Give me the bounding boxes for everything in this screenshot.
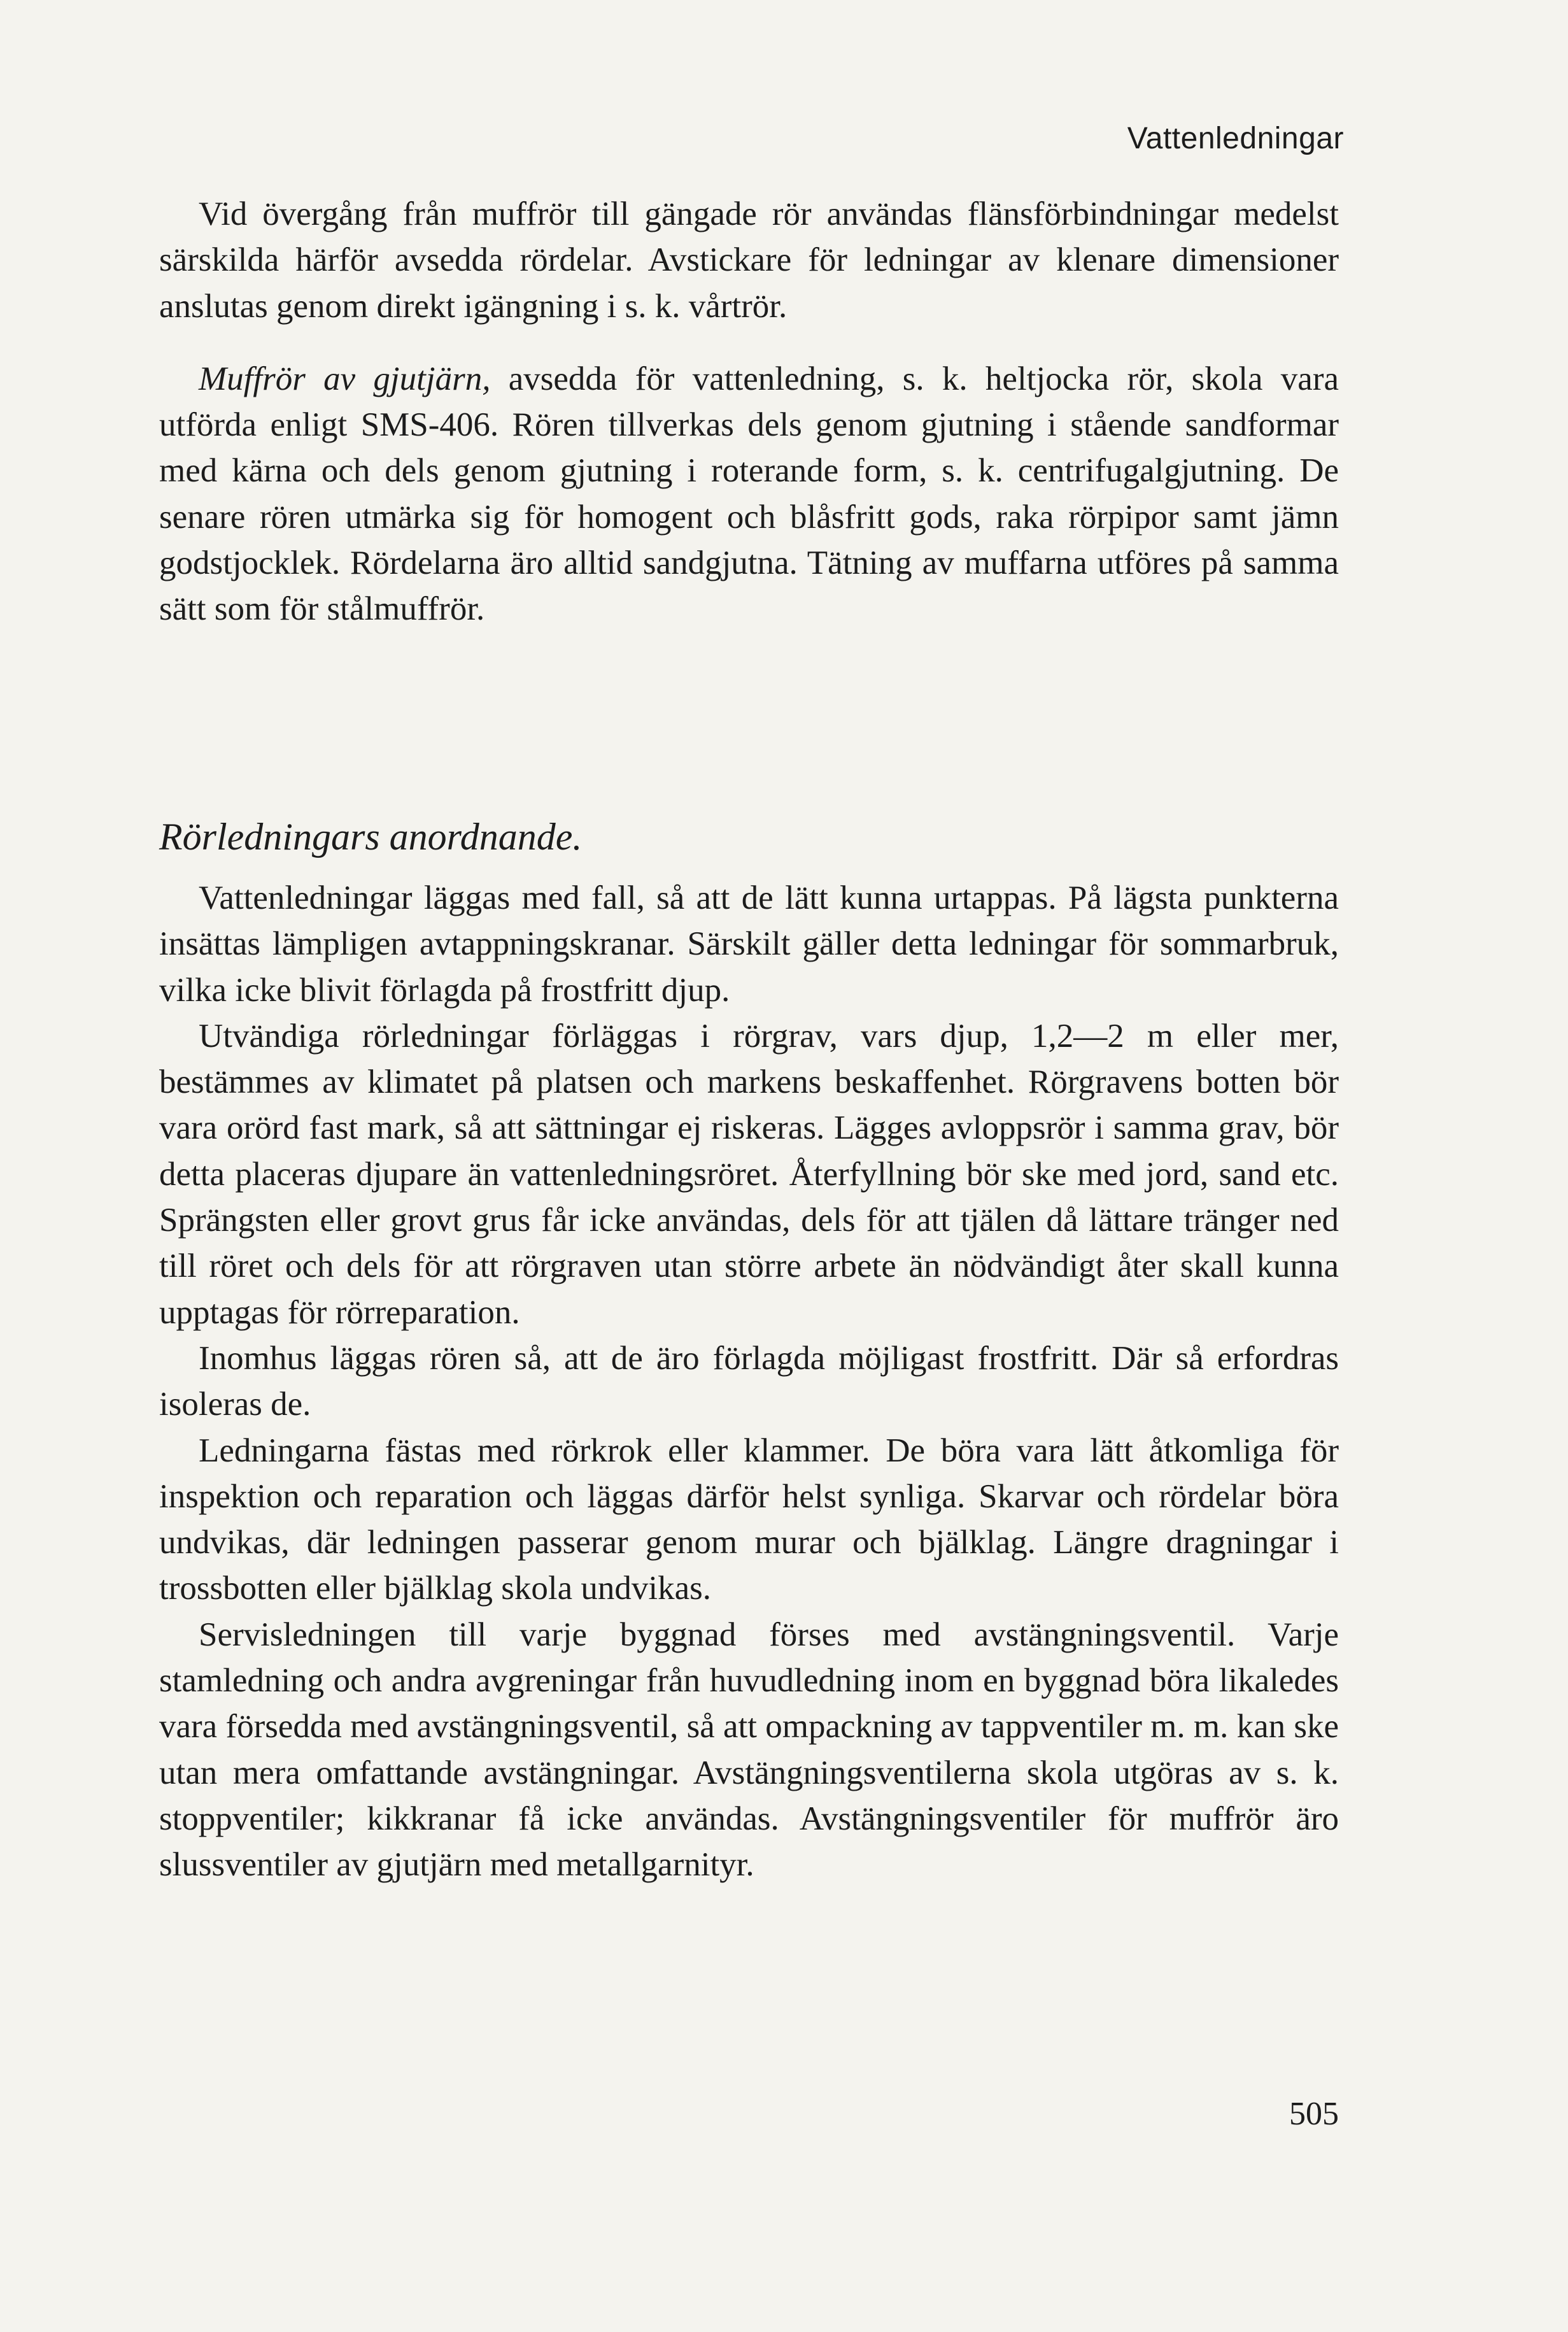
page-number: 505 — [1289, 2096, 1339, 2132]
cast-iron-pipes-term: Muffrör av gjutjärn, — [199, 360, 491, 397]
paragraph-flange-connections: Vid övergång från muffrör till gängade rör användas flänsförbindningar medelst särskilda härför avsedda rördelar. Avstickare för ledningar av klenare dimensioner anslutas genom direkt igängning i s. k. vårtrör. — [159, 196, 1339, 325]
intro-text-block — [159, 191, 1339, 632]
paragraph-cast-iron-pipes — [159, 356, 1339, 632]
paragraph-pipe-trench: Utvändiga rörledningar förläggas i rörgrav, vars djup, 1,2—2 m eller mer, bestämmes av klimatet på platsen och markens beskaffenhet. Rörgravens botten bör vara orörd fast mark, så att sättningar ej riskeras. Lägges avloppsrör i samma grav, bör detta placeras djupare än vattenledningsröret. Återfyllning bör ske med jord, sand etc. Sprängsten eller grovt grus får icke användas, dels för att tjälen då lättare tränger ned till röret och dels för att rörgraven utan större arbete än nödvändigt åter skall kunna upptagas för rörreparation. — [159, 1017, 1339, 1331]
cast-iron-pipes-body: avsedda för vattenledning, s. k. heltjocka rör, skola vara utförda enligt SMS-406. Rören tillverkas dels genom gjutning i stående sandformar med kärna och dels genom gjutning i roterande form, s. k. centrifugalgjutning. De senare rören utmärka sig för homogent och blåsfritt gods, raka rörpipor samt jämn godstjocklek. Rördelarna äro alltid sandgjutna. Tätning av muffarna utföres på samma sätt som för stålmuffrör. — [159, 360, 1339, 628]
section-body — [159, 875, 1339, 1888]
section-heading: Rörledningars anordnande. — [159, 816, 583, 858]
running-header: Vattenledningar — [1127, 122, 1344, 155]
paragraph-indoor-pipes: Inomhus läggas rören så, att de äro förlagda möjligast frostfritt. Där så erfordras isoleras de. — [159, 1339, 1339, 1423]
paragraph-shutoff-valves: Servisledningen till varje byggnad förses med avstängningsventil. Varje stamledning och andra avgreningar från huvudledning inom en byggnad böra likaledes vara försedda med avstängningsventil, så att ompackning av tappventiler m. m. kan ske utan mera omfattande avstängningar. Avstängningsventilerna skola utgöras av s. k. stoppventiler; kikkranar få icke användas. Avstängningsventiler för muffrör äro slussventiler av gjutjärn med metallgarnityr. — [159, 1616, 1339, 1884]
paragraph-pipe-mounting: Ledningarna fästas med rörkrok eller klammer. De böra vara lätt åtkomliga för inspektion och reparation och läggas därför helst synliga. Skarvar och rördelar böra undvikas, där ledningen passerar genom murar och bjälklag. Längre dragningar i trossbotten eller bjälklag skola undvikas. — [159, 1432, 1339, 1607]
paragraph-drainage-slope: Vattenledningar läggas med fall, så att de lätt kunna urtappas. På lägsta punkterna insättas lämpligen avtappningskranar. Särskilt gäller detta ledningar för sommarbruk, vilka icke blivit förlagda på frostfritt djup. — [159, 879, 1339, 1009]
